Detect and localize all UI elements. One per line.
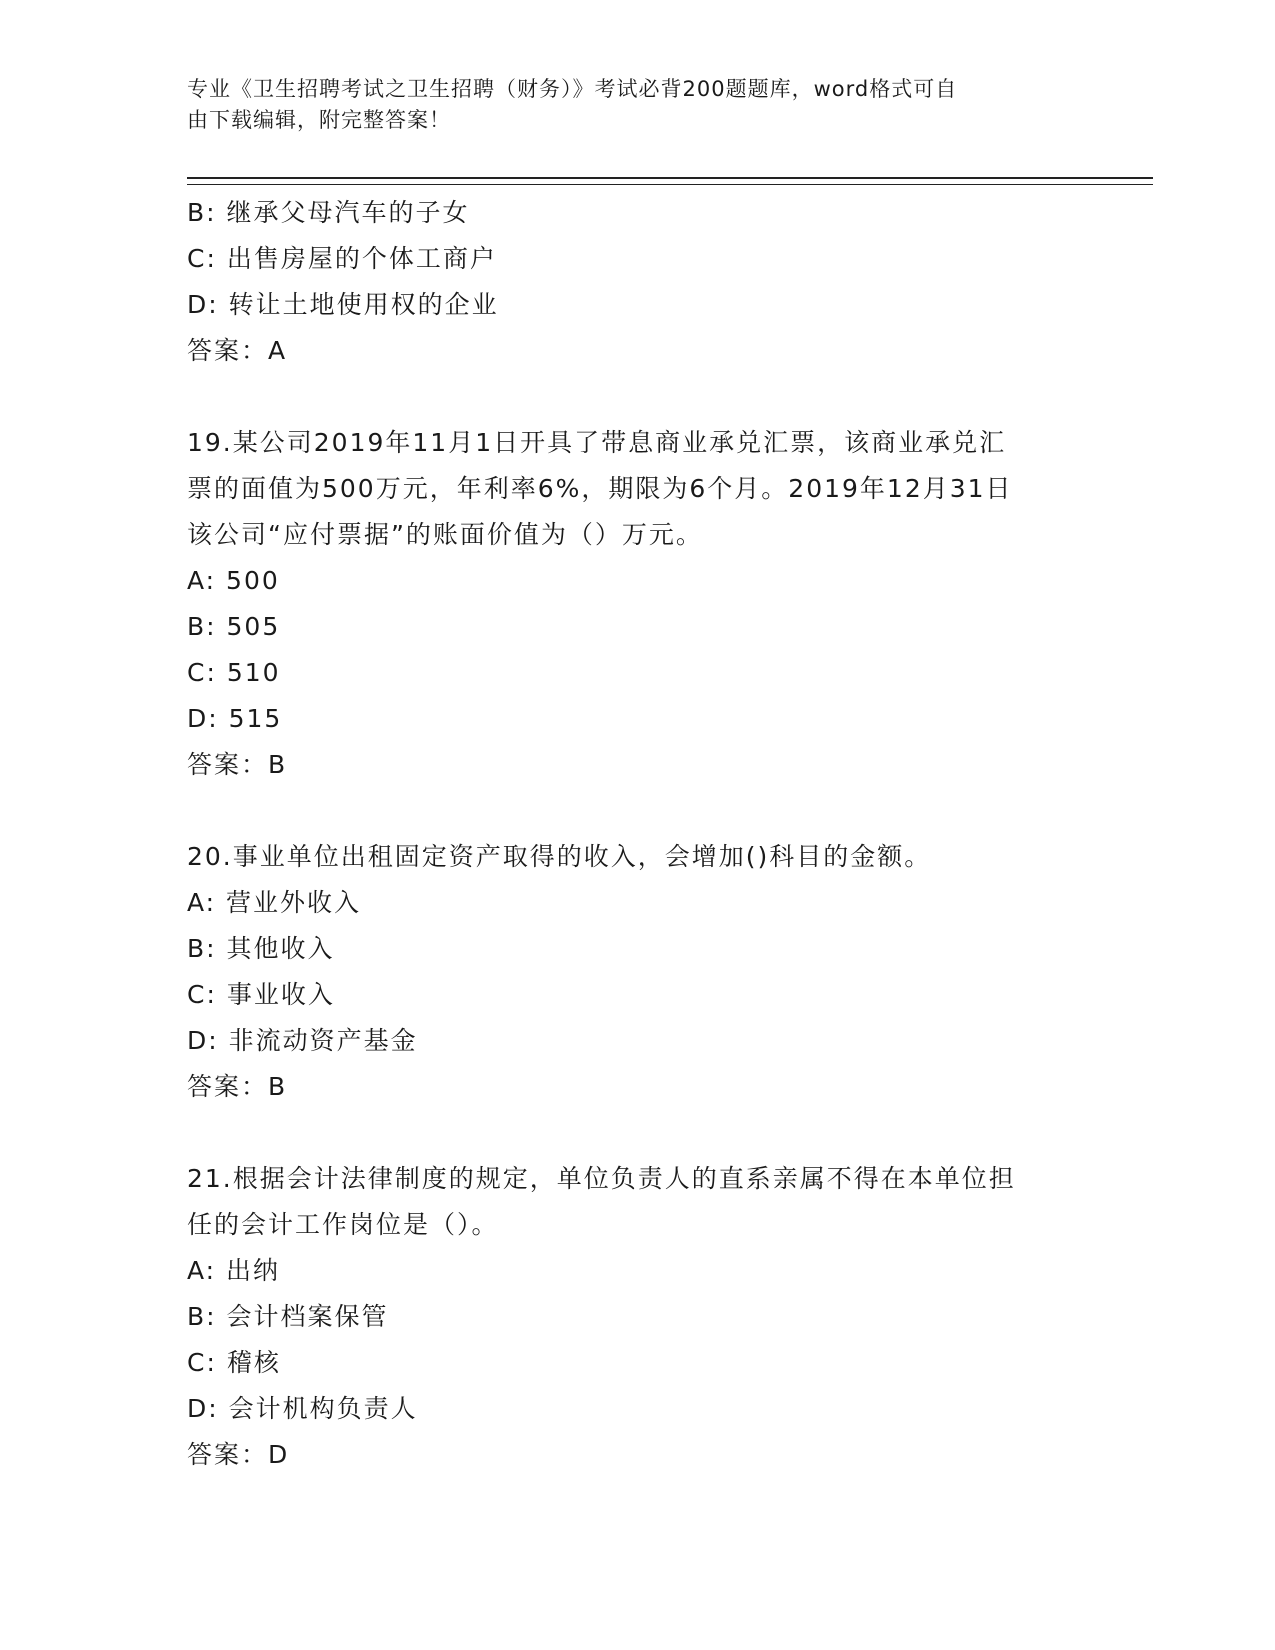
option-d: D: 转让土地使用权的企业 [187,290,499,319]
option-c: C: 出售房屋的个体工商户 [187,244,497,273]
question-text-line: 19.某公司2019年11月1日开具了带息商业承兑汇票，该商业承兑汇 [187,428,1007,457]
option-b: B: 会计档案保管 [187,1302,389,1331]
option-d: D: 515 [187,704,283,733]
header-line-1: 专业《卫生招聘考试之卫生招聘（财务）》考试必背200题题库，word格式可自 [187,77,958,101]
option-d: D: 会计机构负责人 [187,1394,418,1423]
question-20 [187,834,1087,1110]
option-a: A: 500 [187,566,280,595]
answer-line: 答案：B [187,750,288,779]
option-b: B: 继承父母汽车的子女 [187,198,470,227]
question-19 [187,420,1087,788]
spacer [187,374,1087,420]
option-c: C: 510 [187,658,281,687]
question-content [187,190,1087,1478]
previous-question-block [187,190,1087,374]
answer-line: 答案：B [187,1072,288,1101]
spacer [187,788,1087,834]
option-d: D: 非流动资产基金 [187,1026,418,1055]
header-divider-thick [187,177,1153,179]
option-a: A: 出纳 [187,1256,281,1285]
question-text-line: 20.事业单位出租固定资产取得的收入，会增加()科目的金额。 [187,842,932,871]
header-line-2: 由下载编辑，附完整答案！ [187,108,451,132]
answer-line: 答案：A [187,336,288,365]
question-text-line: 该公司“应付票据”的账面价值为（）万元。 [187,520,703,549]
question-21 [187,1156,1087,1478]
option-b: B: 其他收入 [187,934,335,963]
option-c: C: 稽核 [187,1348,281,1377]
spacer [187,1110,1087,1156]
option-c: C: 事业收入 [187,980,335,1009]
option-a: A: 营业外收入 [187,888,362,917]
answer-line: 答案：D [187,1440,290,1469]
question-text-line: 票的面值为500万元，年利率6%，期限为6个月。2019年12月31日 [187,474,1013,503]
question-text-line: 21.根据会计法律制度的规定，单位负责人的直系亲属不得在本单位担 [187,1164,1016,1193]
document-header [187,74,1067,136]
header-divider-thin [187,184,1153,185]
option-b: B: 505 [187,612,281,641]
question-text-line: 任的会计工作岗位是（）。 [187,1210,499,1239]
